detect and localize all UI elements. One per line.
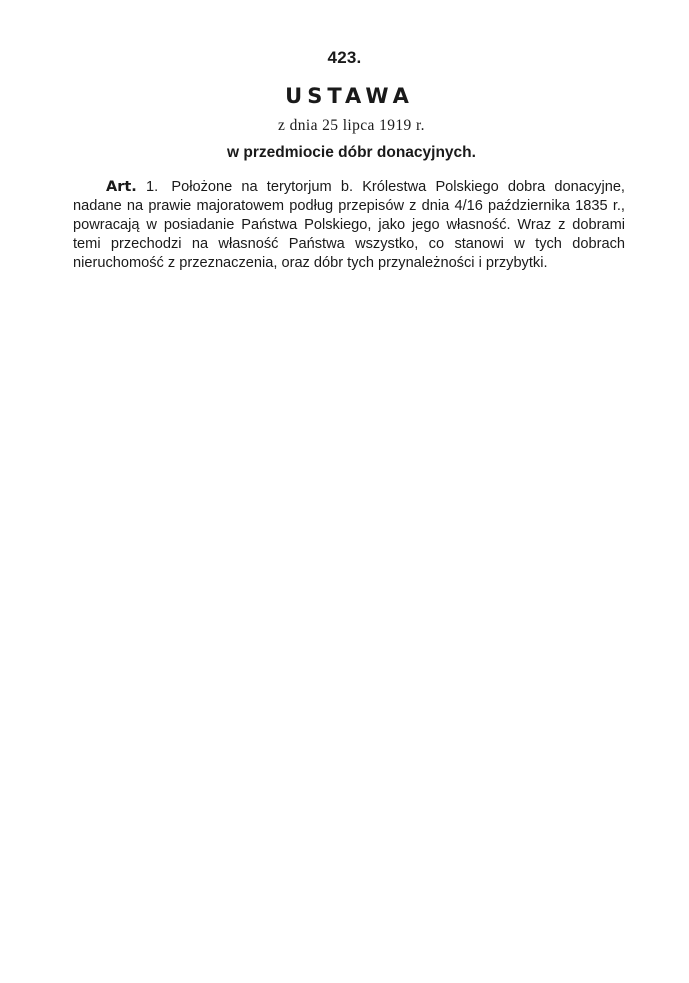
article-text: Położone na terytorjum b. Królestwa Polskiego dobra donacyjne, nadane na prawie majoratowem podług przepisów z dnia 4/16 października 1835 r., powracają w posiadanie Państwa Polskiego, jako jego własność. Wraz z dobrami temi przechodzi na własność Państwa wszystko, co stanowi w tych dobrach nieruchomość z przeznaczenia, oraz dóbr tych przynależności i przybytki.	[73, 179, 625, 271]
article-label: Art.	[106, 179, 137, 195]
document-title: USTAWA	[285, 84, 414, 108]
document-subject: w przedmiocie dóbr donacyjnych.	[227, 144, 476, 161]
article-1	[73, 178, 625, 273]
document-date: z dnia 25 lipca 1919 r.	[278, 117, 425, 134]
article-number: 1.	[146, 179, 159, 195]
document-number: 423.	[327, 48, 362, 67]
